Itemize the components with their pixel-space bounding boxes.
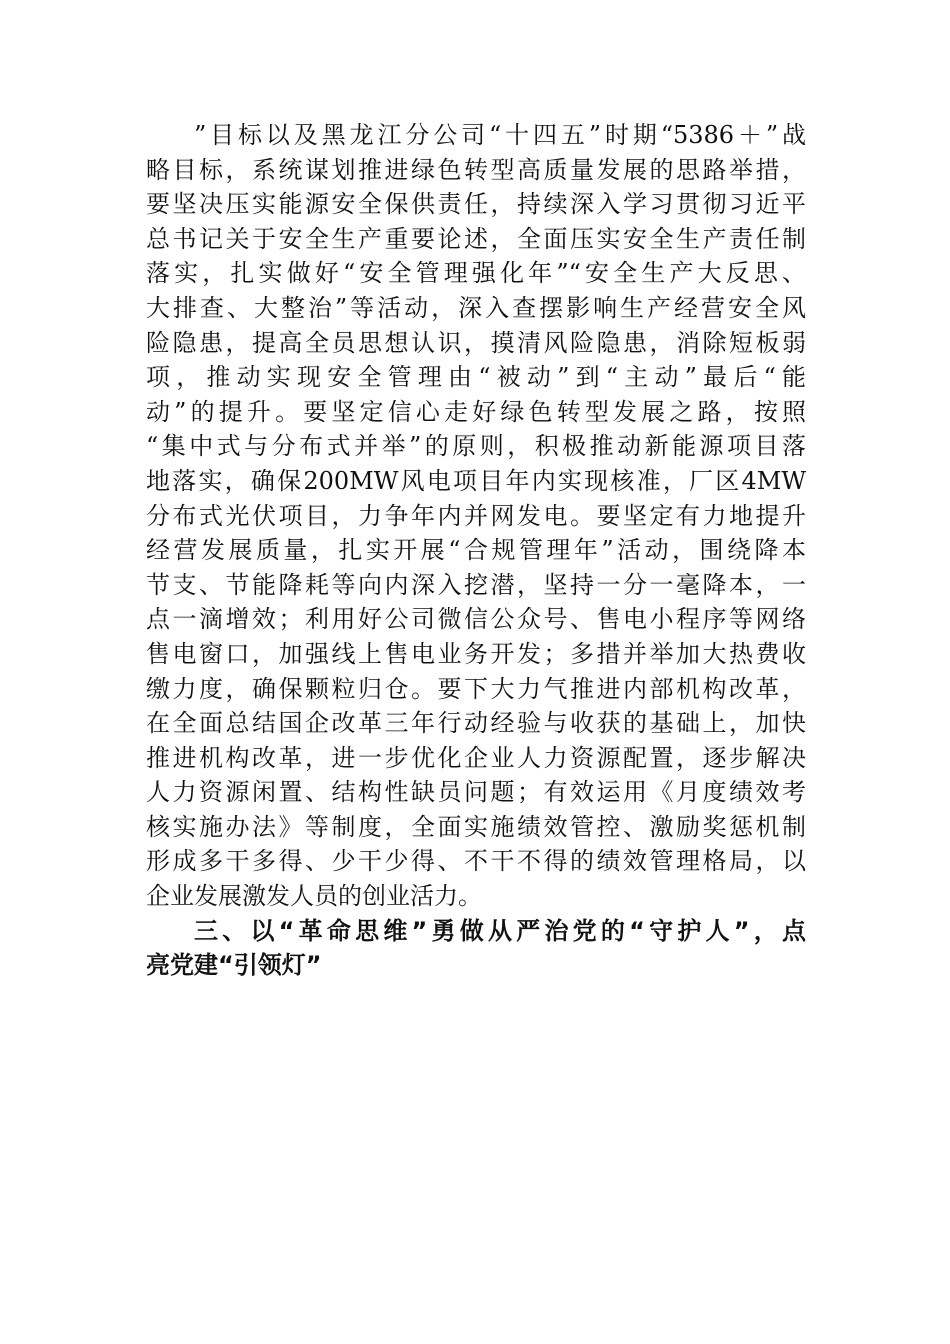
paragraph-line: 动”的提升。要坚定信心走好绿色转型发展之路，按照 — [146, 397, 806, 426]
paragraph-line: 险隐患，提高全员思想认识，摸清风险隐患，消除短板弱 — [146, 328, 806, 357]
paragraph-line: 项，推动实现安全管理由“被动”到“主动”最后“能 — [146, 363, 806, 392]
paragraph-line: 要坚决压实能源安全保供责任，持续深入学习贯彻习近平 — [146, 190, 806, 219]
paragraph-line: 经营发展质量，扎实开展“合规管理年”活动，围绕降本 — [146, 536, 806, 565]
paragraph-line: 形成多干多得、少干少得、不干不得的绩效管理格局，以 — [146, 847, 806, 876]
paragraph-line: ”目标以及黑龙江分公司“十四五”时期“5386＋”战 — [194, 121, 806, 149]
paragraph-line: 总书记关于安全生产重要论述，全面压实安全生产责任制 — [146, 224, 806, 253]
body-paragraph — [146, 118, 806, 914]
heading-line: 亮党建“引领灯” — [146, 951, 322, 980]
paragraph-line: 点一滴增效；利用好公司微信公众号、售电小程序等网络 — [146, 605, 806, 634]
section-heading — [146, 914, 806, 983]
paragraph-line: 缴力度，确保颗粒归仓。要下大力气推进内部机构改革， — [146, 674, 806, 703]
paragraph-line: 地落实，确保200MW风电项目年内实现核准，厂区4MW — [146, 466, 806, 495]
paragraph-line: 分布式光伏项目，力争年内并网发电。要坚定有力地提升 — [146, 501, 806, 530]
paragraph-line: 售电窗口，加强线上售电业务开发；多措并举加大热费收 — [146, 639, 806, 668]
paragraph-line: 节支、节能降耗等向内深入挖潜，坚持一分一毫降本，一 — [146, 570, 806, 599]
paragraph-line: 人力资源闲置、结构性缺员问题；有效运用《月度绩效考 — [146, 778, 806, 807]
paragraph-line: 落实，扎实做好“安全管理强化年”“安全生产大反思、 — [146, 259, 806, 288]
paragraph-line: 在全面总结国企改革三年行动经验与收获的基础上，加快 — [146, 709, 806, 738]
paragraph-line: 核实施办法》等制度，全面实施绩效管控、激励奖惩机制 — [146, 812, 806, 841]
paragraph-line: “集中式与分布式并举”的原则，积极推动新能源项目落 — [146, 432, 806, 461]
heading-line: 三、以“革命思维”勇做从严治党的“守护人”，点 — [194, 916, 806, 945]
document-body — [146, 118, 806, 983]
paragraph-line: 大排查、大整治”等活动，深入查摆影响生产经营安全风 — [146, 293, 806, 322]
paragraph-line: 推进机构改革，进一步优化企业人力资源配置，逐步解决 — [146, 743, 806, 772]
paragraph-line: 企业发展激发人员的创业活力。 — [146, 882, 482, 911]
paragraph-line: 略目标，系统谋划推进绿色转型高质量发展的思路举措， — [146, 155, 806, 184]
